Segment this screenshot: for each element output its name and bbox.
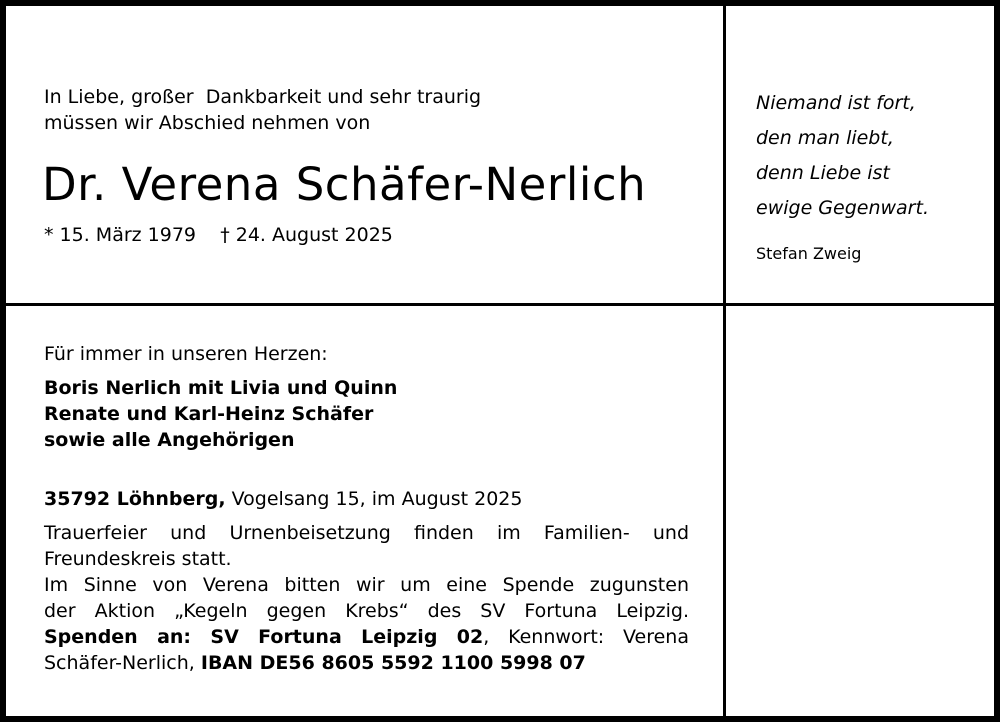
row-divider: [0, 303, 1000, 306]
donation-iban: IBAN DE56 8605 5592 1100 5998 07: [200, 652, 586, 674]
notice-line-1: Trauerfeier und Urnenbeisetzung finden im Familien- und: [44, 522, 689, 544]
mourners-heading: Für immer in unseren Herzen:: [44, 343, 328, 365]
column-divider: [723, 0, 726, 722]
notice-text: [44, 520, 689, 676]
quote-line: Niemand ist fort,: [756, 92, 916, 114]
donation-keyword: , Kennwort: Verena: [483, 626, 689, 648]
quote: [756, 86, 976, 226]
quote-line: denn Liebe ist: [756, 162, 890, 184]
intro-line-2: müssen wir Abschied nehmen von: [44, 112, 371, 134]
mourner-line: Boris Nerlich mit Livia und Quinn: [44, 377, 398, 399]
quote-line: den man liebt,: [756, 127, 894, 149]
notice-line-4: der Aktion „Kegeln gegen Krebs“ des SV Fortuna Leipzig.: [44, 600, 689, 622]
mourner-line: Renate und Karl-Heinz Schäfer: [44, 403, 374, 425]
mourners-list: [44, 375, 397, 453]
intro-text: [44, 84, 704, 136]
mourner-line: sowie alle Angehörigen: [44, 429, 295, 451]
notice-line-3: Im Sinne von Verena bitten wir um eine Spende zugunsten: [44, 574, 689, 596]
place-street-date: Vogelsang 15, im August 2025: [225, 488, 523, 510]
notice-line-2: Freundeskreis statt.: [44, 548, 232, 570]
donation-recipient: Spenden an: SV Fortuna Leipzig 02: [44, 626, 484, 648]
donation-keyword-name: Schäfer-Nerlich,: [44, 652, 201, 674]
quote-line: ewige Gegenwart.: [756, 197, 929, 219]
quote-author: Stefan Zweig: [756, 244, 862, 263]
notice-line-5: [44, 624, 689, 650]
death-date: † 24. August 2025: [220, 224, 393, 246]
notice-line-6: [44, 650, 689, 676]
birth-date: * 15. März 1979: [44, 224, 197, 246]
place-date: [44, 486, 522, 512]
life-dates: [44, 222, 393, 248]
place-city: 35792 Löhnberg,: [44, 488, 226, 510]
intro-line-1: In Liebe, großer Dankbarkeit und sehr traurig: [44, 86, 482, 108]
deceased-name: Dr. Verena Schäfer-Nerlich: [42, 158, 647, 211]
